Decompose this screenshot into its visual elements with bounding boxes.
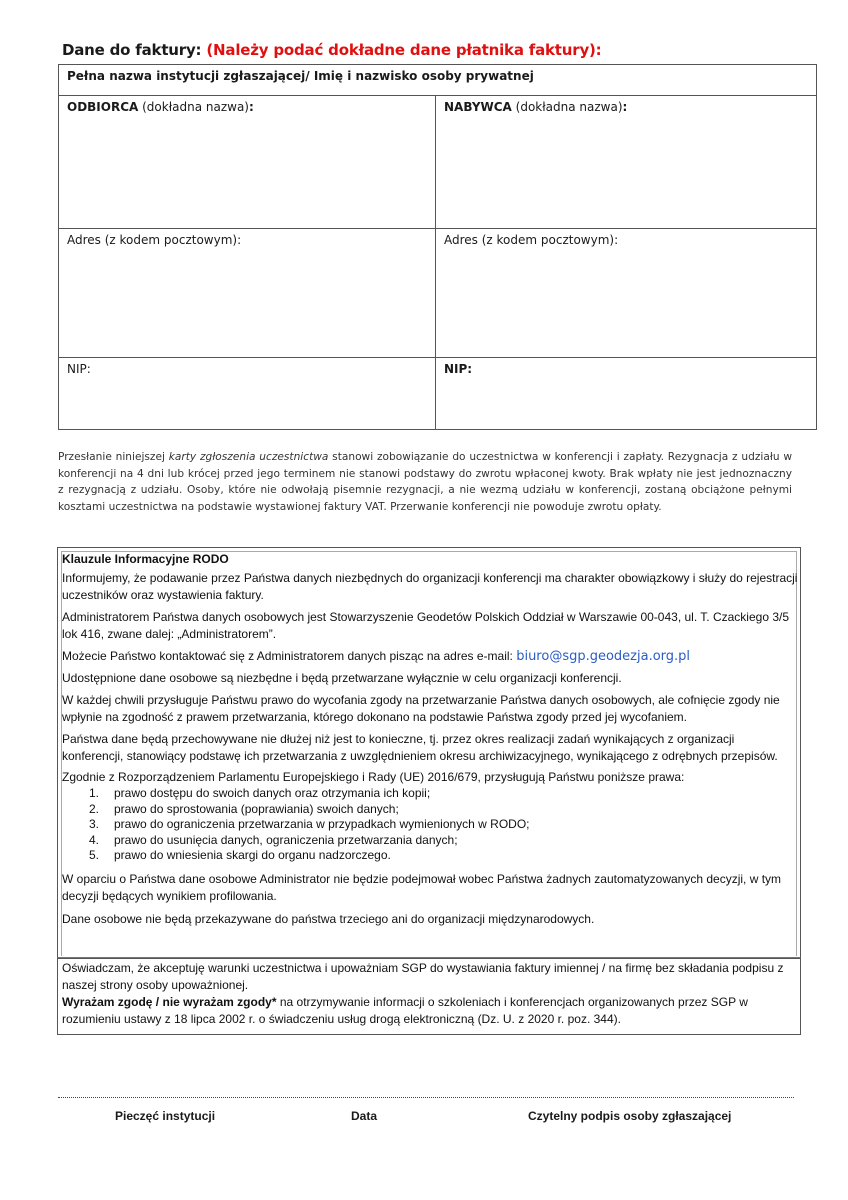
consent-statement: [62, 994, 798, 1028]
rights-item-number: 3.: [89, 817, 100, 831]
rodo-title: Klauzule Informacyjne RODO: [62, 552, 229, 566]
signature-label: Czytelny podpis osoby zgłaszającej: [528, 1109, 732, 1123]
rodo-contact-text: Możecie Państwo kontaktować się z Administratorem danych pisząc na adres e-mail:: [62, 649, 517, 663]
rodo-paragraph-9: Dane osobowe nie będą przekazywane do państwa trzeciego ani do organizacji międzynarodowych.: [62, 911, 595, 926]
rights-item-text: prawo do usunięcia danych, ograniczenia przetwarzania danych;: [114, 832, 458, 847]
consent-yes-option[interactable]: Wyrażam zgodę: [62, 995, 153, 1009]
statement-content: [62, 960, 798, 1028]
rights-item-text: prawo do sprostowania (poprawiania) swoich danych;: [114, 801, 399, 816]
date-label: Data: [351, 1109, 378, 1123]
buyer-label: NABYWCA: [444, 100, 512, 114]
buyer-name-field[interactable]: [436, 96, 817, 229]
stamp-label: Pieczęć instytucji: [115, 1109, 216, 1123]
full-name-label: Pełna nazwa instytucji zgłaszającej/ Imię i nazwisko osoby prywatnej: [67, 69, 534, 83]
rights-item-text: prawo do wniesienia skargi do organu nadzorczego.: [114, 848, 391, 862]
rodo-paragraph-5: W każdej chwili przysługuje Państwu prawo do wycofania zgody na przetwarzanie Państwa danych osobowych, ale cofnięcie zgody nie wpłynie na zgodność z prawem przetwarzania, którego dokonano na podstawie Państwa zgody przed jej wycofaniem.: [62, 693, 780, 724]
recipient-hint: (dokładna nazwa): [138, 100, 249, 114]
rodo-paragraph-7: Zgodnie z Rozporządzeniem Parlamentu Europejskiego i Rady (UE) 2016/679, przysługują Państwu poniższe prawa:: [62, 770, 685, 784]
invoice-heading-note: (Należy podać dokładne dane płatnika faktury):: [206, 41, 602, 59]
invoice-heading: [62, 41, 601, 59]
buyer-nip-label: NIP:: [444, 362, 473, 376]
rights-list-item: [62, 817, 798, 833]
notice-part1: Przesłanie niniejszej: [58, 451, 169, 463]
rodo-paragraph-1: Informujemy, że podawanie przez Państwa danych niezbędnych do organizacji konferencji ma charakter obowiązkowy i służy do rejestracji uczestników oraz wystawienia faktury.: [62, 571, 798, 602]
notice-part2: stanowi zobowiązanie do uczestnictwa w konferencji i zapłaty. Rezygnacja z udziału w konferencji na 4 dni lub krócej przed jego terminem nie stanowi podstawy do zwrotu wpłaconej kwoty. Brak wpłaty nie jest jednoznaczny z rezygnacją z udziału. Osoby, które nie odwołają pisemnie rezygnacji, a nie wezmą udziału w konferencji, zostaną obciążone pełnymi kosztami uczestnictwa na podstawie wystawionej faktury VAT. Przerwanie konferencji nie powoduje zwrotu opłaty.: [58, 451, 793, 513]
recipient-label: ODBIORCA: [67, 100, 139, 114]
rights-item-text: prawo do ograniczenia przetwarzania w przypadkach wymienionych w RODO;: [114, 817, 530, 831]
rodo-paragraph-2: Administratorem Państwa danych osobowych jest Stowarzyszenie Geodetów Polskich Oddział w Warszawie 00-043, ul. T. Czackiego 3/5 lok 416, zwane dalej: „Administratorem”.: [62, 610, 790, 641]
invoice-heading-label: Dane do faktury:: [62, 41, 202, 59]
rights-item-number: 2.: [89, 801, 100, 816]
rodo-paragraph-3: [62, 648, 798, 665]
rights-item-number: 4.: [89, 832, 100, 847]
signature-dotted-line[interactable]: [58, 1097, 794, 1098]
consent-no-option[interactable]: nie wyrażam zgody*: [162, 995, 277, 1009]
rights-list: [62, 786, 798, 864]
consent-text: na otrzymywanie informacji o szkoleniach i konferencjach organizowanych przez SGP w rozumieniu ustawy z 18 lipca 2002 r. o świadczeniu usług drogą elektroniczną (Dz. U. z 2020 r. poz. 344).: [62, 995, 748, 1026]
rights-list-item: [62, 848, 798, 864]
contact-email-link[interactable]: biuro@sgp.geodezja.org.pl: [516, 649, 691, 664]
recipient-address-field[interactable]: [59, 229, 436, 358]
recipient-address-label: Adres (z kodem pocztowym):: [67, 233, 242, 247]
rodo-clauses: [62, 551, 798, 928]
consent-separator: /: [152, 995, 163, 1009]
recipient-nip-label: NIP:: [67, 362, 91, 376]
rights-list-item: [62, 833, 798, 849]
invoice-data-table: [58, 64, 817, 430]
rights-item-number: 5.: [89, 848, 100, 862]
notice-italic: karty zgłoszenia uczestnictwa: [168, 451, 329, 463]
rights-list-item: [62, 802, 798, 818]
buyer-address-field[interactable]: [436, 229, 817, 358]
rights-item-number: 1.: [89, 786, 100, 800]
acceptance-statement: Oświadczam, że akceptuję warunki uczestnictwa i upoważniam SGP do wystawiania faktury imiennej / na firmę bez składania podpisu z naszej strony osoby upoważnionej.: [62, 961, 784, 992]
recipient-nip-field[interactable]: [59, 358, 436, 430]
rodo-paragraph-4: Udostępnione dane osobowe są niezbędne i będą przetwarzane wyłącznie w celu organizacji konferencji.: [62, 671, 622, 685]
recipient-name-field[interactable]: [59, 96, 436, 229]
rights-list-item: [62, 786, 798, 802]
buyer-address-label: Adres (z kodem pocztowym):: [444, 233, 619, 247]
buyer-nip-field[interactable]: [436, 358, 817, 430]
rodo-paragraph-8: W oparciu o Państwa dane osobowe Administrator nie będzie podejmował wobec Państwa żadnych zautomatyzowanych decyzji, w tym decyzji będących wynikiem profilowania.: [62, 871, 782, 903]
full-name-field[interactable]: [59, 65, 817, 96]
participation-notice: [58, 449, 792, 515]
buyer-hint: (dokładna nazwa): [511, 100, 623, 114]
rodo-paragraph-6: Państwa dane będą przechowywane nie dłużej niż jest to konieczne, tj. przez okres realizacji zadań wynikających z organizacji konferencji, stanowiący podstawę ich przetwarzania z uwzględnieniem okresu archiwizacyjnego, wynikającego z odrębnych przepisów.: [62, 732, 778, 763]
recipient-colon: :: [248, 100, 254, 114]
buyer-colon: :: [622, 100, 628, 114]
rights-item-text: prawo dostępu do swoich danych oraz otrzymania ich kopii;: [114, 786, 431, 800]
